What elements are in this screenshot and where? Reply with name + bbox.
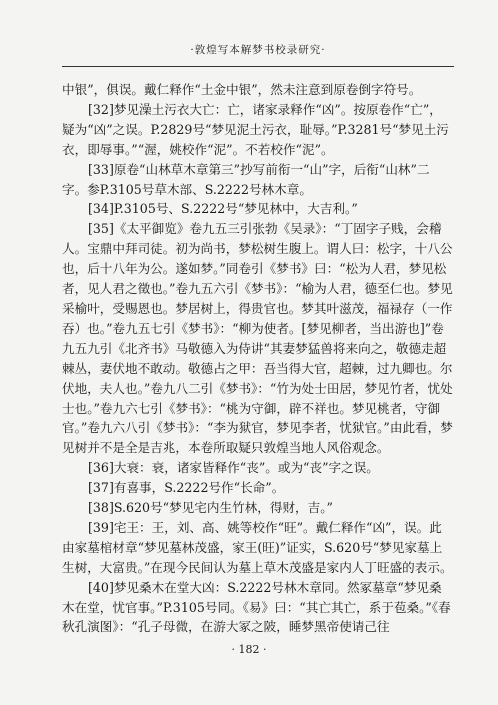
note-34: [34]P.3105号、S.2222号“梦见林中，大吉利。” — [88, 201, 358, 217]
note-37: [37]有喜事，S.2222号作“长命”。 — [88, 480, 285, 496]
page-number: · 182 · — [231, 643, 267, 656]
body-text — [62, 80, 454, 637]
note-36: [36]大衰：衰，诸家皆释作“丧”。或为“丧”字之误。 — [88, 460, 379, 476]
note-35: [35]《太平御览》卷九五三引张勃《吴录》：“丁固字子贱，会稽人。宝鼎中拜司徒。初为尚书，梦松树生腹上。谓人曰：松字，十八公也，后十八年为公。遂如梦。”同卷引《梦书》曰：“松为人君，梦见松者，见人君之徵也。”卷九五六引《梦书》：“榆为人君，德至仁也。梦见采榆叶，受赐恩也。梦居树上，得贵官也。梦其叶滋茂，福禄存（一作吞）也。”卷九五七引《梦书》：“柳为使者。[梦见柳者，当出游也]”卷九五九引《北齐书》马敬德入为侍讲“其妻梦猛兽将来向之，敬德走超棘丛，妻伏地不敢动。敬德占之甲：吾当得大官，超棘，过九卿也。尔伏地，夫人也。”卷九八二引《梦书》：“竹为处士田居，梦见竹者，忧处士也。”卷九六七引《梦书》：“桃为守御，辟不祥也。梦见桃者，守御官。”卷九六八引《梦书》：“李为狱官，梦见李者，忧狱官。”由此看，梦见树并不是全是吉兆，本卷所取疑只敦煌当地人风俗观念。 — [62, 221, 453, 456]
note-32: [32]梦见澡土污衣大亡：亡，诸家录释作“凶”。按原卷作“亡”，疑为“凶”之误。P.2829号“梦见泥土污衣，耻辱。”P.3281号“梦见土污衣，即辱事。”“渥，姚校作“泥”。不若校作“泥”。 — [62, 101, 449, 157]
paragraph-continuation: 中银”，俱误。戴仁释作“土金中银”，然未注意到原卷倒字符号。 — [62, 82, 422, 97]
running-header: ·敦煌写本解梦书校录研究· — [190, 44, 326, 56]
note-40: [40]梦见桑木在堂大凶：S.2222号林木章同。然冢墓章“梦见桑木在堂，忧官事。”P.3105号同。《易》曰：“其亡其亡，系于苞桑。”《春秋孔演图》：“孔子母微，在游大冢之陂，睡梦黑帝使请己往 — [62, 579, 451, 635]
note-33: [33]原卷“山林草木章第三”抄写前衔一“山”字，后衔“山林”二字。参P.3105号草木部、S.2222号林木章。 — [62, 161, 430, 197]
note-39: [39]宅王：王，刘、高、姚等校作“旺”。戴仁释作“凶”，误。此由家墓棺材章“梦见墓林茂盛，家王(旺)”证实，S.620号“梦见家墓上生树，大富贵。”在现今民间认为墓上草木茂盛是家内人丁旺盛的表示。 — [62, 519, 453, 575]
note-38: [38]S.620号“梦见宅内生竹林，得财，吉。” — [88, 500, 333, 516]
header-divider — [62, 66, 454, 67]
